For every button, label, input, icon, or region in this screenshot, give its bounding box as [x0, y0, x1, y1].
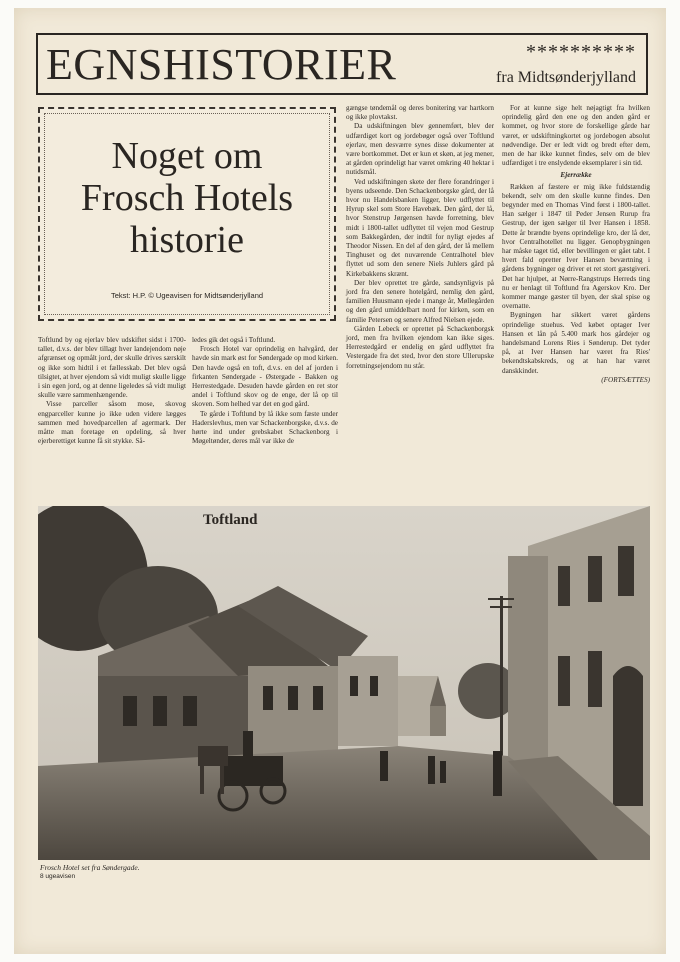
- article-column-4: [502, 104, 650, 385]
- header-stars: **********: [526, 41, 636, 63]
- section-title: EGNSHISTORIER: [46, 40, 397, 89]
- paragraph: Gården Lebeck er oprettet på Schackenborgsk jord, men fra hvilken ejendom kan ikke siges. Herrestedgård er endelig en gård udflyttet fra Vestergade fra det sted, hvor den store Ullerupske forretningsejendom nu står.: [346, 324, 494, 370]
- historic-street-photo: [38, 506, 650, 860]
- paragraph: Frosch Hotel var oprindelig en halvgård, der havde sin mark øst for Søndergade op mod kirken. Den havde også en toft, d.v.s. en del af jorden i firkanten Søndergade - Østergade - Bakken og Herrestedgade. Desuden havde gården en ret stor andel i Toftlund skov og de enge, der lå op til skoven. Som helhed var det en god gård.: [192, 345, 338, 409]
- paragraph: For at kunne sige helt nøjagtigt fra hvilken oprindelig gård den ene og den anden gård er kommet, og hvor store de forskellige gårde har været, er udskiftningkortet og jordebogen absolut nødvendige. Der er ledt vidt og bredt efter dem, men de har ikke kunnet findes, selv om de blev udfærdiget i tre enslydende eksemplarer i sin tid.: [502, 104, 650, 168]
- paragraph: Da udskiftningen blev gennemført, blev der udfærdiget kort og jordebøger også over Toftlund ejerlav, men desværre synes disse dokumenter at være bortkommet. Det er kun et skøn, at jeg mener, at gården oprindeligt har været omkring 40 hektar i nutidsmål.: [346, 122, 494, 177]
- headline-box: [38, 107, 336, 321]
- paragraph: Visse parceller såsom mose, skovog engparceller kunne jo ikke uden videre lægges sammen med hovedparcellen af agermark. Der måtte man foretage en opdeling, så hver ejerberettiget kunne få sit stykke. Så-: [38, 400, 186, 446]
- section-header: [36, 33, 648, 95]
- page-number: 8 ugeavisen: [40, 873, 76, 880]
- photo-caption: Frosch Hotel set fra Søndergade.: [40, 863, 140, 872]
- paragraph: ledes gik det også i Toftlund.: [192, 336, 276, 344]
- paragraph: Ved udskiftningen skete der flere forandringer i byens udseende. Den Schackenborgske gård, der lå hvor nu Handelsbanken ligger, blev udflyttet til Hyrup skel som Store Havebæk. Den gård, der lå, hvor Stenstrup Jørgensen havde forretning, blev midt i 1800-tallet udflyttet til vejen mod Gestrup som Bakkegården, der indtil for nyligt ejedes af Theodor Nissen. En del af den gård, der lå mellem Tinghuset og det nuværende Centralhotel blev flyttet ud som den senere Niels Juhlers gård på Kirkebakkens skrænt.: [346, 177, 494, 278]
- paragraph: Te gårde i Toftlund by lå ikke som fæste under Haderslevhus, men var Schackenborgske, d.v.s. de hørte ind under grebskabet Schackenborg i Møgeltønder, deres mål var ikke de: [192, 409, 338, 446]
- article-byline: Tekst: H.P. © Ugeavisen for Midtsønderjylland: [110, 291, 264, 300]
- headline-line-1: Noget om: [111, 135, 263, 177]
- photo-sign-text: Toftland: [203, 512, 258, 528]
- article-column-3: [346, 104, 494, 371]
- article-headline: [40, 135, 334, 261]
- paragraph: gængse tøndemål og deres bonitering var hartkorn og ikke plovtakst.: [346, 104, 494, 122]
- subheading: Ejerrække: [560, 171, 592, 180]
- article-column-1: [38, 336, 186, 446]
- section-subtitle: fra Midtsønderjylland: [496, 69, 636, 86]
- photo-illustration: [38, 506, 650, 860]
- paragraph: Rækken af fæstere er mig ikke fuldstændig bekendt, selv om den skulle kunne findes. Den begynder med en Thomas Vind først i 1800-tallet. Han sælger i 1847 til Peder Jensen Rurup fra Gestrup, der igen sælger til Iver Hansen i 1858. Dette år brændte byens oprindelige kro, der lå der, hvor Centralhotellet nu ligger. Genopbygningen har måske taget tid, eller bevillingen er gået tabt. I hvert fald opretter Iver Hansen beværtning i gårdens bygninger og driver et ret stort gæstgiveri. Det har hjulpet, at Nørre-Rangstrups Herreds ting nu er henlagt til Toftlund fra Agerskov Kro. Der kommer mange gæster til byen, der skal spise og overnatte.: [502, 182, 650, 311]
- headline-line-3: historie: [130, 219, 244, 261]
- paragraph: Der blev oprettet tre gårde, sandsynligvis på jord fra den senere hotelgård, nemlig den gård, familien Huusmann ejede i mange år, Møllegården og den gård umiddelbart nord for kirken, som en familie Petersen og senere Alfred Nielsen ejede.: [346, 278, 494, 324]
- paragraph: Toftlund by og ejerlav blev udskiftet sidst i 1700-tallet, d.v.s. der blev tillagt hver landejendom nøje afgrænset og opmålt jord, der skulle drives særskilt og ikke som hidtil i et fællesskab. Det blev også tilsigtet, at hver ejendom så vidt muligt skulle ligge i sin egen jord, og at denne ligeledes så vidt muligt skulle være sammenhængende.: [38, 336, 186, 400]
- paragraph: Bygningen har sikkert været gårdens oprindelige stuehus. Ved købet optager Iver Hansen et lån på 5.400 mark hos gårdejer og handelsmand Lorens Ries i Sønderup. Det tyder på, at Iver Hansen har været fra Ries' bekendtskabskreds, og at han har været danskkindet.: [502, 311, 650, 375]
- headline-line-2: Frosch Hotels: [80, 177, 294, 219]
- article-column-2: [192, 336, 338, 446]
- continued-note: (FORTSÆTTES): [601, 375, 650, 384]
